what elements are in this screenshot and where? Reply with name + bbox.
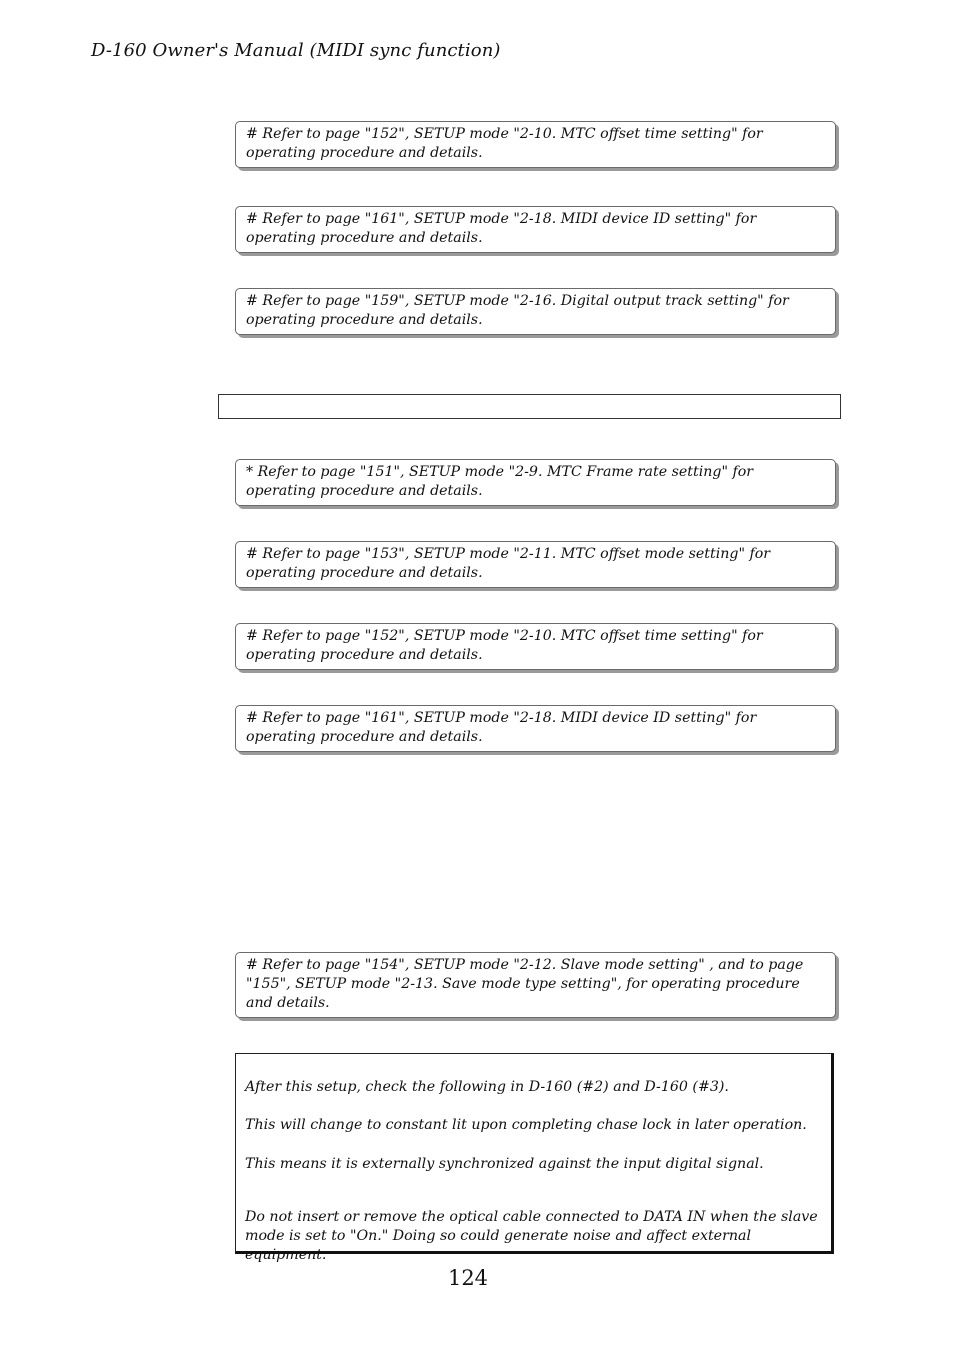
reference-note: # Refer to page "161", SETUP mode "2-18. MIDI device ID setting" for operating procedure and details.: [235, 206, 836, 253]
reference-note: * Refer to page "151", SETUP mode "2-9. MTC Frame rate setting" for operating procedure and details.: [235, 459, 836, 506]
caution-text: Do not insert or remove the optical cable connected to DATA IN when the slave mode is set to "On." Doing so could generate noise and affect external equipment.: [245, 1209, 818, 1263]
reference-note: # Refer to page "161", SETUP mode "2-18. MIDI device ID setting" for operating procedure and details.: [235, 705, 836, 752]
check-lock-text: This will change to constant lit upon completing chase lock in later operation.: [245, 1117, 807, 1133]
empty-frame: [218, 394, 841, 419]
reference-note: # Refer to page "152", SETUP mode "2-10. MTC offset time setting" for operating procedure and details.: [235, 121, 836, 168]
reference-note: # Refer to page "152", SETUP mode "2-10. MTC offset time setting" for operating procedure and details.: [235, 623, 836, 670]
page-header: D-160 Owner's Manual (MIDI sync function): [91, 40, 501, 61]
reference-note: # Refer to page "159", SETUP mode "2-16. Digital output track setting" for operating procedure and details.: [235, 288, 836, 335]
reference-note-slave-mode: # Refer to page "154", SETUP mode "2-12. Slave mode setting" , and to page "155", SETUP mode "2-13. Save mode type setting", for operating procedure and details.: [235, 952, 836, 1018]
check-intro-text: After this setup, check the following in D-160 (#2) and D-160 (#3).: [245, 1079, 729, 1095]
check-sync-text: This means it is externally synchronized against the input digital signal.: [245, 1156, 764, 1172]
check-info-box: [235, 1053, 834, 1263]
page-number: 124: [447, 1266, 489, 1290]
reference-note: # Refer to page "153", SETUP mode "2-11. MTC offset mode setting" for operating procedure and details.: [235, 541, 836, 588]
